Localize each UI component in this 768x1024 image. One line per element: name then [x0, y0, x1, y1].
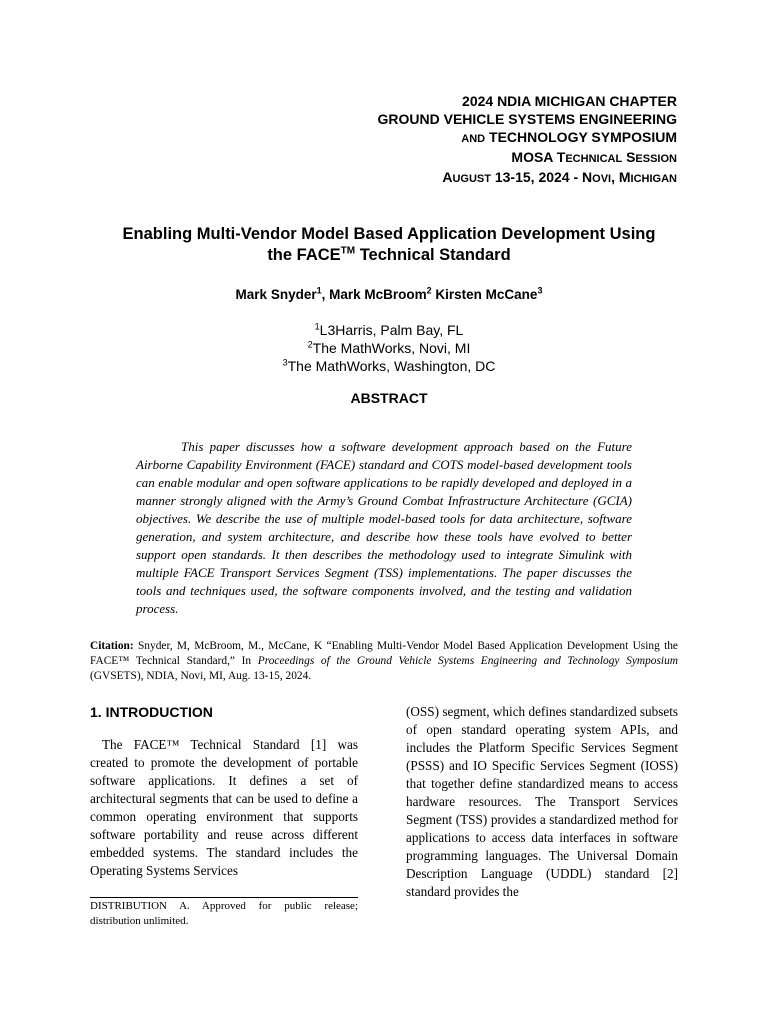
header-line-1: 2024 NDIA MICHIGAN CHAPTER: [462, 93, 677, 109]
header-line-3: AND TECHNOLOGY SYMPOSIUM: [461, 129, 677, 145]
title-line-2: the FACE™ Technical Standard: [267, 245, 511, 264]
author-3: Kirsten McCane: [431, 287, 538, 302]
intro-paragraph-right: (OSS) segment, which defines standardized subsets of open standard operating system APIs, and includes the Platform Specific Services Segment (PSSS) and IO Specific Services Segment (IOSS) that together define standardized means to access hardware resources. The Transport Services Segment (TSS) provides a standardized method for applications to access data interfaces in software programming languages. The Universal Domain Description Language (UDDL) standard [2] standard provides the: [406, 704, 678, 899]
abstract-heading: ABSTRACT: [350, 390, 428, 406]
header-line-2: GROUND VEHICLE SYSTEMS ENGINEERING: [377, 111, 677, 127]
right-column: [406, 703, 678, 901]
left-column: [90, 703, 358, 880]
citation-label: Citation:: [90, 640, 134, 652]
intro-paragraph-left: The FACE™ Technical Standard [1] was created to promote the development of portable software applications. It defines a set of architectural segments that can be used to define a common operating environment that supports software portability and reuse across different embedded systems. The standard includes the Operating Systems Services: [90, 737, 358, 878]
affiliation-1: $^1$L3Harris, Palm Bay, FL: [314, 321, 464, 338]
footnote-divider: [90, 897, 358, 898]
affiliations: [60, 321, 718, 375]
abstract-text: This paper discusses how a software development approach based on the Future Airborne Capability Environment (FACE) standard and COTS model-based development tools can enable modular and open software applications to be rapidly developed and deployed in a manner strongly aligned with the Army’s Ground Combat Infrastructure Architecture (GCIA) objectives. We describe the use of multiple model-based tools for data architecture, software generation, and system architecture, and describe how these tools have evolved to better support open standards. It then describes the methodology used to integrate Simulink with multiple FACE Transport Services Segment (TSS) implementations. The paper discusses the tools and techniques used, the software components involved, and the testing and validation process.: [136, 439, 632, 616]
affiliation-3: $^3$The MathWorks, Washington, DC: [282, 357, 496, 374]
conference-header: [157, 92, 677, 188]
paper-title: [60, 224, 718, 266]
header-line-5: AUGUST 13-15, 2024 - NOVI, MICHIGAN: [442, 169, 677, 185]
author-2: , Mark McBroom: [321, 287, 427, 302]
section-heading-introduction: 1. INTRODUCTION: [90, 704, 213, 720]
author-list: Mark Snyder$^1$, Mark McBroom$^2$ Kirsten McCane$^3$: [235, 285, 543, 302]
distribution-footnote: DISTRIBUTION A. Approved for public release; distribution unlimited.: [90, 900, 358, 927]
title-line-1: Enabling Multi-Vendor Model Based Application Development Using: [122, 225, 656, 243]
affiliation-2: $^2$The MathWorks, Novi, MI: [307, 339, 471, 356]
citation: Citation: Snyder, M, McBroom, M., McCane, K “Enabling Multi-Vendor Model Based Application Development Using the FACE™ Technical Standard,” In Proceedings of the Ground Vehicle Systems Engineering and Technology Symposium (GVSETS), NDIA, Novi, MI, Aug. 13-15, 2024.: [90, 640, 679, 682]
header-line-4: MOSA TECHNICAL SESSION: [511, 149, 677, 165]
author-1: Mark Snyder: [235, 287, 317, 302]
